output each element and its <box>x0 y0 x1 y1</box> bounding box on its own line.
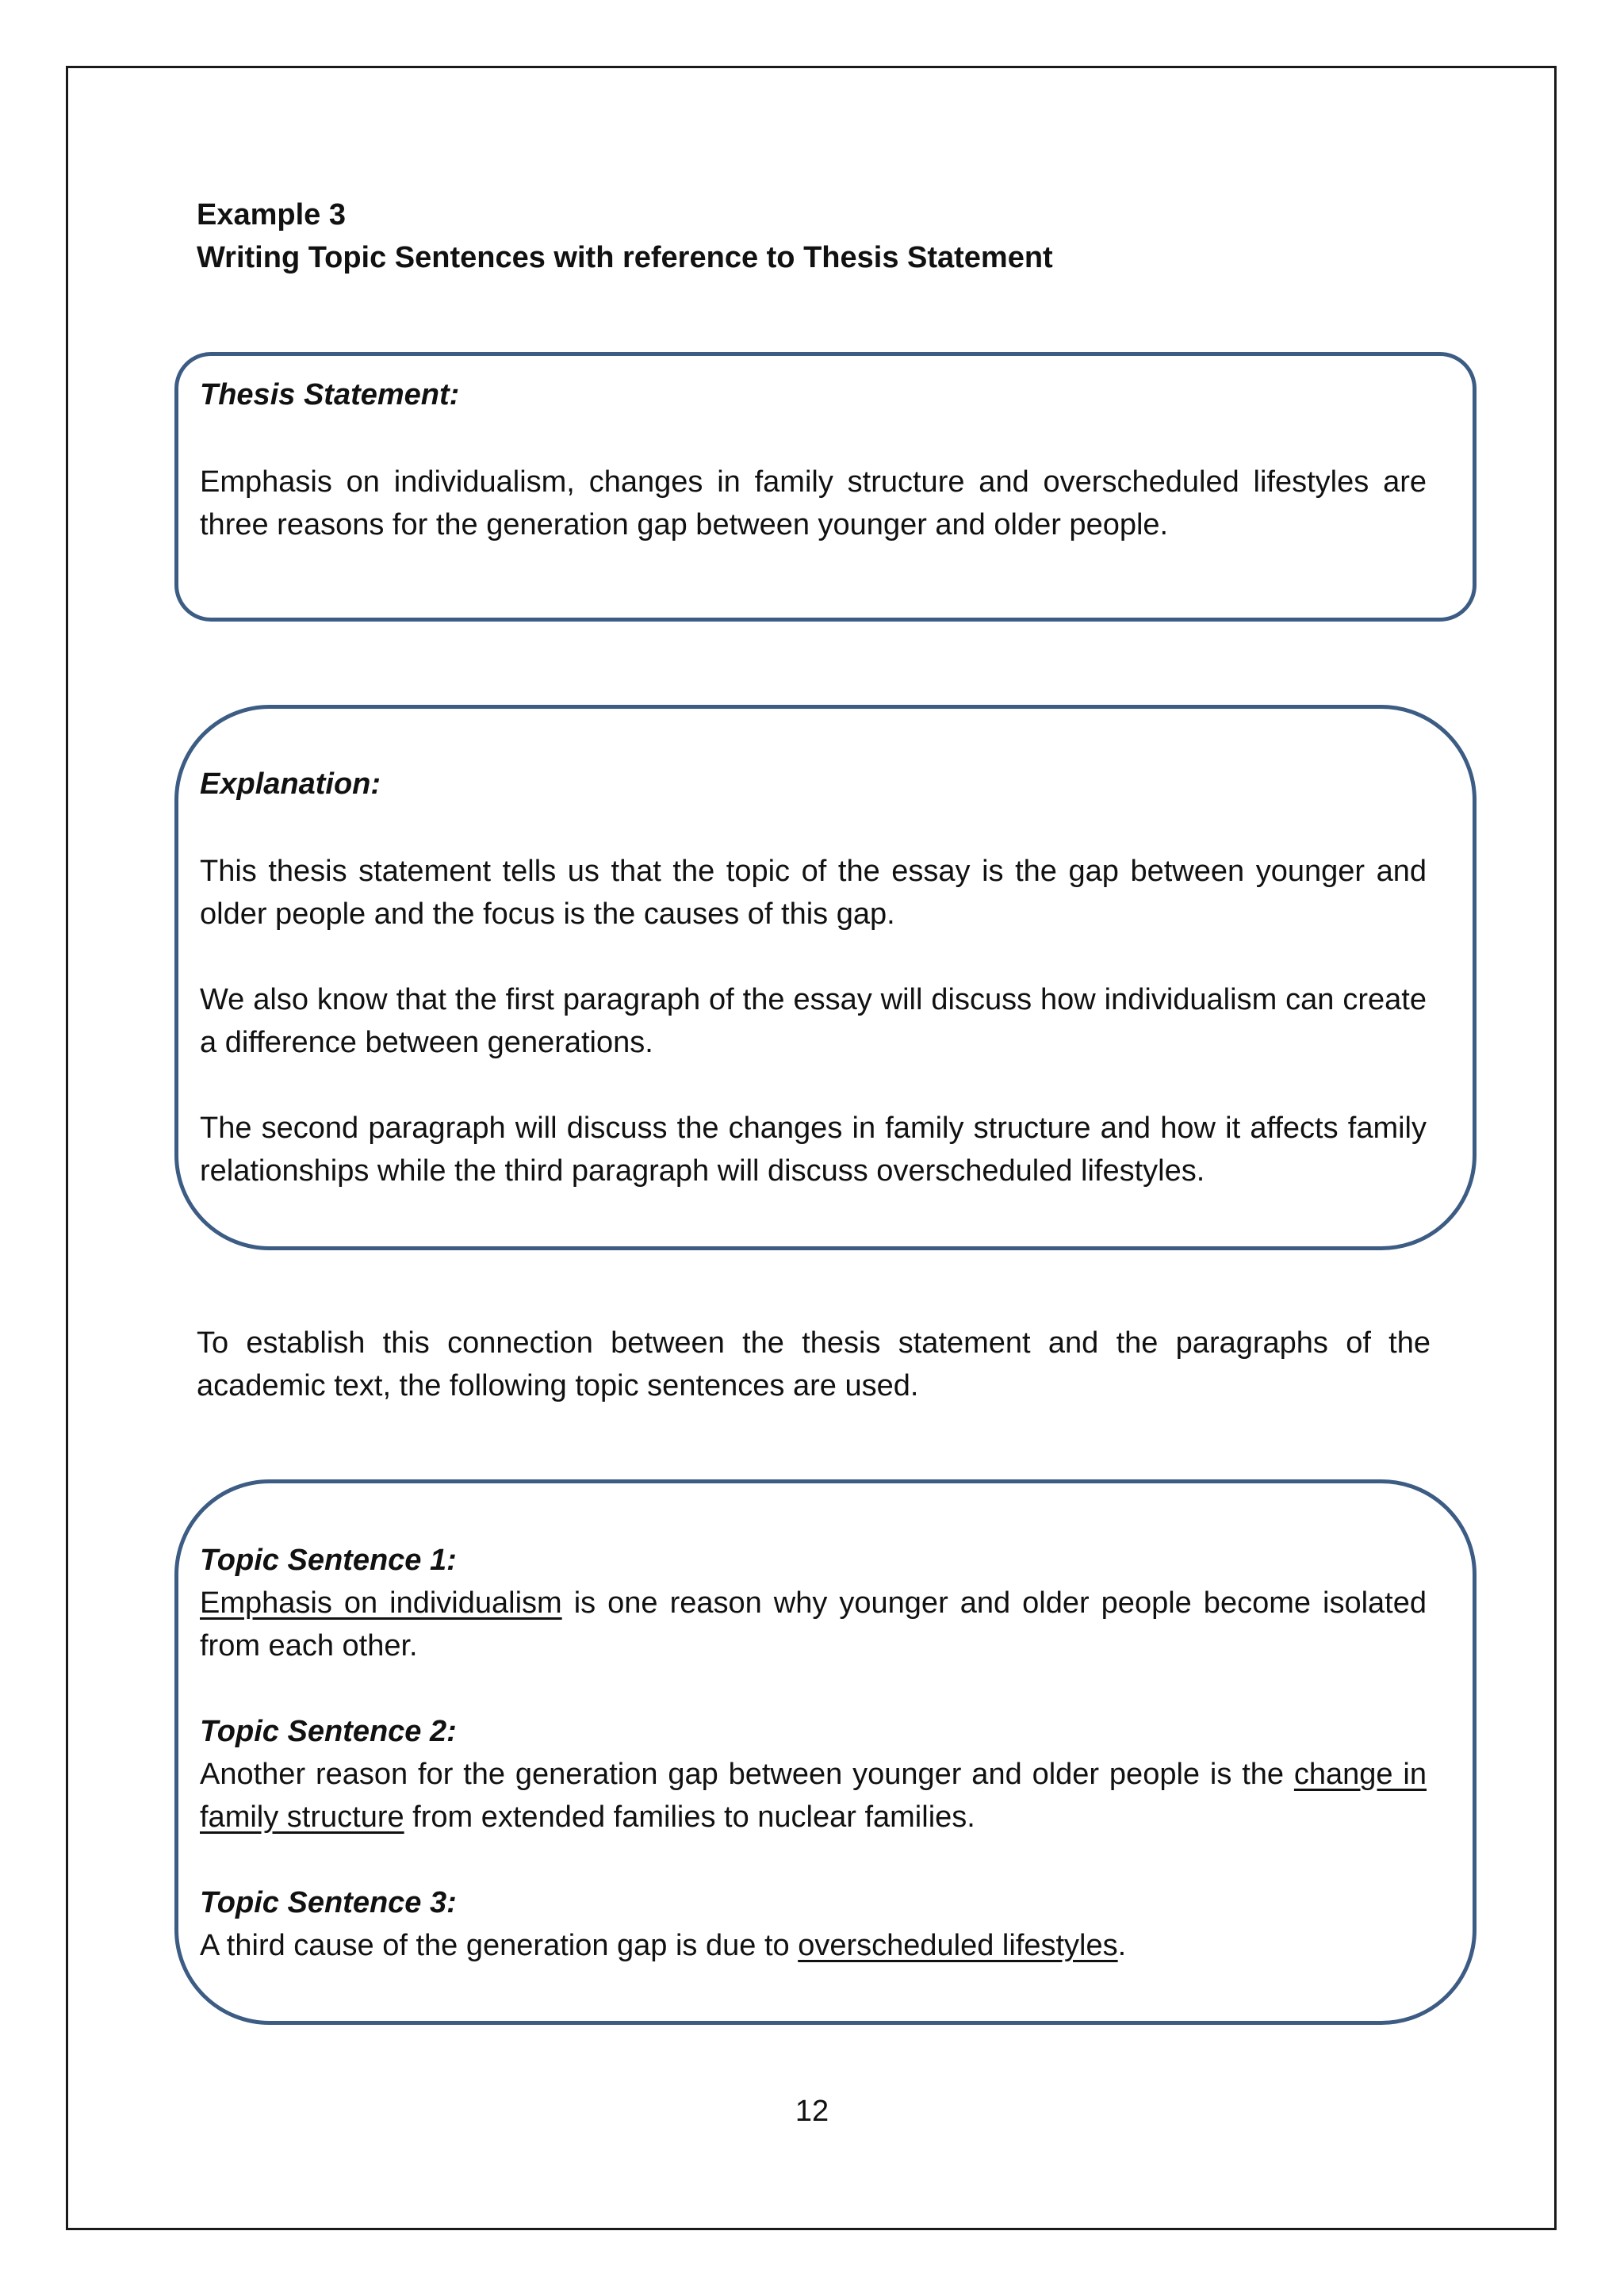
topic-sentence-title: Topic Sentence 1: <box>200 1544 457 1577</box>
text-after: . <box>1117 1929 1127 1962</box>
underlined-phrase: Emphasis on individualism <box>200 1586 562 1620</box>
topic-sentence-3 <box>200 1881 1427 1967</box>
text-before: A third cause of the generation gap is due to <box>200 1929 799 1962</box>
underlined-phrase: overscheduled lifestyles <box>798 1929 1118 1962</box>
explanation-paragraph-3: The second paragraph will discuss the changes in family structure and how it affects family relationships while the third paragraph will discuss overscheduled lifestyles. <box>200 1112 1427 1188</box>
explanation-box <box>174 705 1477 1250</box>
thesis-title: Thesis Statement: <box>200 378 460 411</box>
topic-sentence-text <box>200 1582 1427 1667</box>
text-after: is one reason why younger and older people become isolated from each other. <box>200 1586 1427 1663</box>
thesis-statement-box <box>174 352 1477 622</box>
topic-sentence-title: Topic Sentence 2: <box>200 1715 457 1748</box>
explanation-paragraph-2: We also know that the first paragraph of the essay will discuss how individualism can create a difference between generations. <box>200 983 1427 1059</box>
example-label: Example 3 <box>197 198 346 232</box>
text-before: Another reason for the generation gap between younger and older people is the <box>200 1758 1294 1791</box>
topic-sentence-text <box>200 1924 1427 1967</box>
thesis-text: Emphasis on individualism, changes in family structure and overscheduled lifestyles are three reasons for the generation gap between younger and older people. <box>200 465 1427 541</box>
explanation-paragraph-1: This thesis statement tells us that the topic of the essay is the gap between younger and older people and the focus is the causes of this gap. <box>200 855 1427 931</box>
section-title: Writing Topic Sentences with reference to Thesis Statement <box>197 241 1053 274</box>
heading <box>197 193 1434 279</box>
topic-sentence-title: Topic Sentence 3: <box>200 1886 457 1919</box>
topic-sentences-box <box>174 1479 1477 2025</box>
connector-paragraph: To establish this connection between the thesis statement and the paragraphs of the academic text, the following topic sentences are used. <box>197 1326 1431 1402</box>
topic-sentence-2 <box>200 1710 1427 1839</box>
topic-sentence-1 <box>200 1539 1427 1667</box>
text-after: from extended families to nuclear families. <box>404 1800 975 1834</box>
underlined-phrase: change in family structure <box>200 1758 1427 1834</box>
page-number: 12 <box>795 2095 829 2128</box>
topic-sentence-text <box>200 1753 1427 1839</box>
explanation-title: Explanation: <box>200 767 381 801</box>
